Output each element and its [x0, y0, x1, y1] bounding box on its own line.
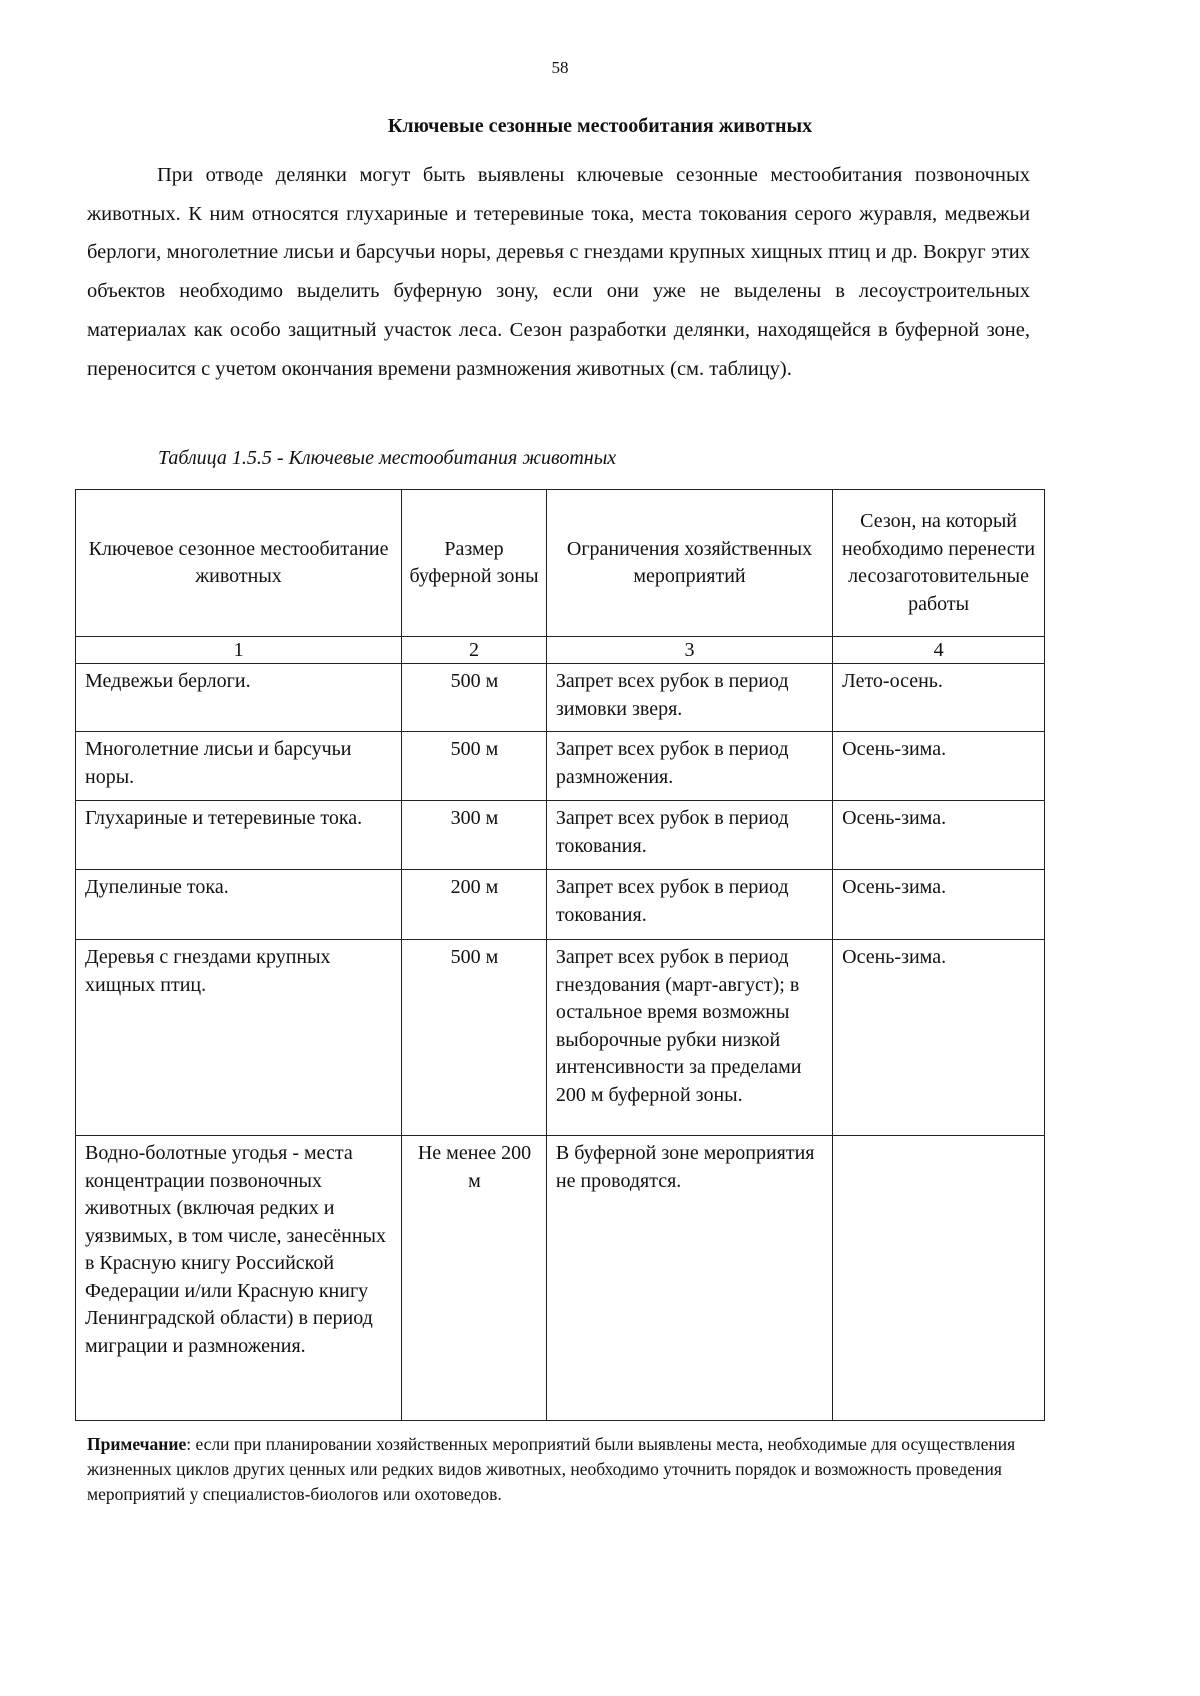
restriction-cell: Запрет всех рубок в период токования.: [546, 870, 832, 940]
note-text: : если при планировании хозяйственных мероприятий были выявлены места, необходимые для осуществления жизненных циклов других ценных или редких видов животных, необходимо уточнить порядок и возможность проведения мероприятий у специалистов-биологов или охотоведов.: [87, 1434, 1016, 1504]
table-note: [87, 1432, 1032, 1507]
habitat-cell: Многолетние лисьи и барсучьи норы.: [76, 732, 402, 801]
column-number: 3: [546, 637, 832, 664]
header-buffer-size: Размер буферной зоны: [402, 490, 547, 637]
table-row: [76, 1136, 1045, 1421]
page-number: 58: [551, 58, 569, 77]
restriction-cell: Запрет всех рубок в период зимовки зверя.: [546, 664, 832, 732]
section-heading: Ключевые сезонные местообитания животных: [387, 115, 813, 137]
column-number: 4: [833, 637, 1045, 664]
buffer-cell: 300 м: [402, 801, 547, 870]
buffer-cell: 500 м: [402, 664, 547, 732]
table-row: [76, 870, 1045, 940]
table-row: [76, 940, 1045, 1136]
buffer-cell: 200 м: [402, 870, 547, 940]
season-cell: Осень-зима.: [833, 801, 1045, 870]
header-season: Сезон, на который необходимо перенести лесозаготовительные работы: [833, 490, 1045, 637]
column-number: 1: [76, 637, 402, 664]
season-cell: Лето-осень.: [833, 664, 1045, 732]
season-cell: Осень-зима.: [833, 940, 1045, 1136]
table-caption: Таблица 1.5.5 - Ключевые местообитания животных: [158, 447, 617, 469]
body-paragraph: При отводе делянки могут быть выявлены ключевые сезонные местообитания позвоночных животных. К ним относятся глухариные и тетеревиные тока, места токования серого журавля, медвежьи берлоги, многолетние лисьи и барсучьи норы, деревья с гнездами крупных хищных птиц и др. Вокруг этих объектов необходимо выделить буферную зону, если они уже не выделены в лесоустроительных материалах как особо защитный участок леса. Сезон разработки делянки, находящейся в буферной зоне, переносится с учетом окончания времени размножения животных (см. таблицу).: [87, 164, 1030, 380]
habitat-table: [75, 489, 1045, 1421]
note-label: Примечание: [87, 1434, 187, 1454]
table-header-row: [76, 490, 1045, 637]
table-row: [76, 801, 1045, 870]
buffer-cell: 500 м: [402, 940, 547, 1136]
table-row: [76, 664, 1045, 732]
buffer-cell: 500 м: [402, 732, 547, 801]
season-cell: Осень-зима.: [833, 732, 1045, 801]
habitat-cell: Дупелиные тока.: [76, 870, 402, 940]
restriction-cell: Запрет всех рубок в период токования.: [546, 801, 832, 870]
column-number: 2: [402, 637, 547, 664]
season-cell: [833, 1136, 1045, 1421]
habitat-cell: Деревья с гнездами крупных хищных птиц.: [76, 940, 402, 1136]
restriction-cell: В буферной зоне мероприятия не проводятся.: [546, 1136, 832, 1421]
buffer-cell: Не менее 200 м: [402, 1136, 547, 1421]
habitat-cell: Глухариные и тетеревиные тока.: [76, 801, 402, 870]
table-row: [76, 732, 1045, 801]
header-habitat: Ключевое сезонное местообитание животных: [76, 490, 402, 637]
restriction-cell: Запрет всех рубок в период гнездования (март-август); в остальное время возможны выборочные рубки низкой интенсивности за пределами 200 м буферной зоны.: [546, 940, 832, 1136]
habitat-cell: Медвежьи берлоги.: [76, 664, 402, 732]
restriction-cell: Запрет всех рубок в период размножения.: [546, 732, 832, 801]
column-number-row: [76, 637, 1045, 664]
season-cell: Осень-зима.: [833, 870, 1045, 940]
header-restrictions: Ограничения хозяйственных мероприятий: [546, 490, 832, 637]
habitat-cell: Водно-болотные угодья - места концентрации позвоночных животных (включая редких и уязвимых, в том числе, занесённых в Красную книгу Российской Федерации и/или Красную книгу Ленинградской области) в период миграции и размножения.: [76, 1136, 402, 1421]
